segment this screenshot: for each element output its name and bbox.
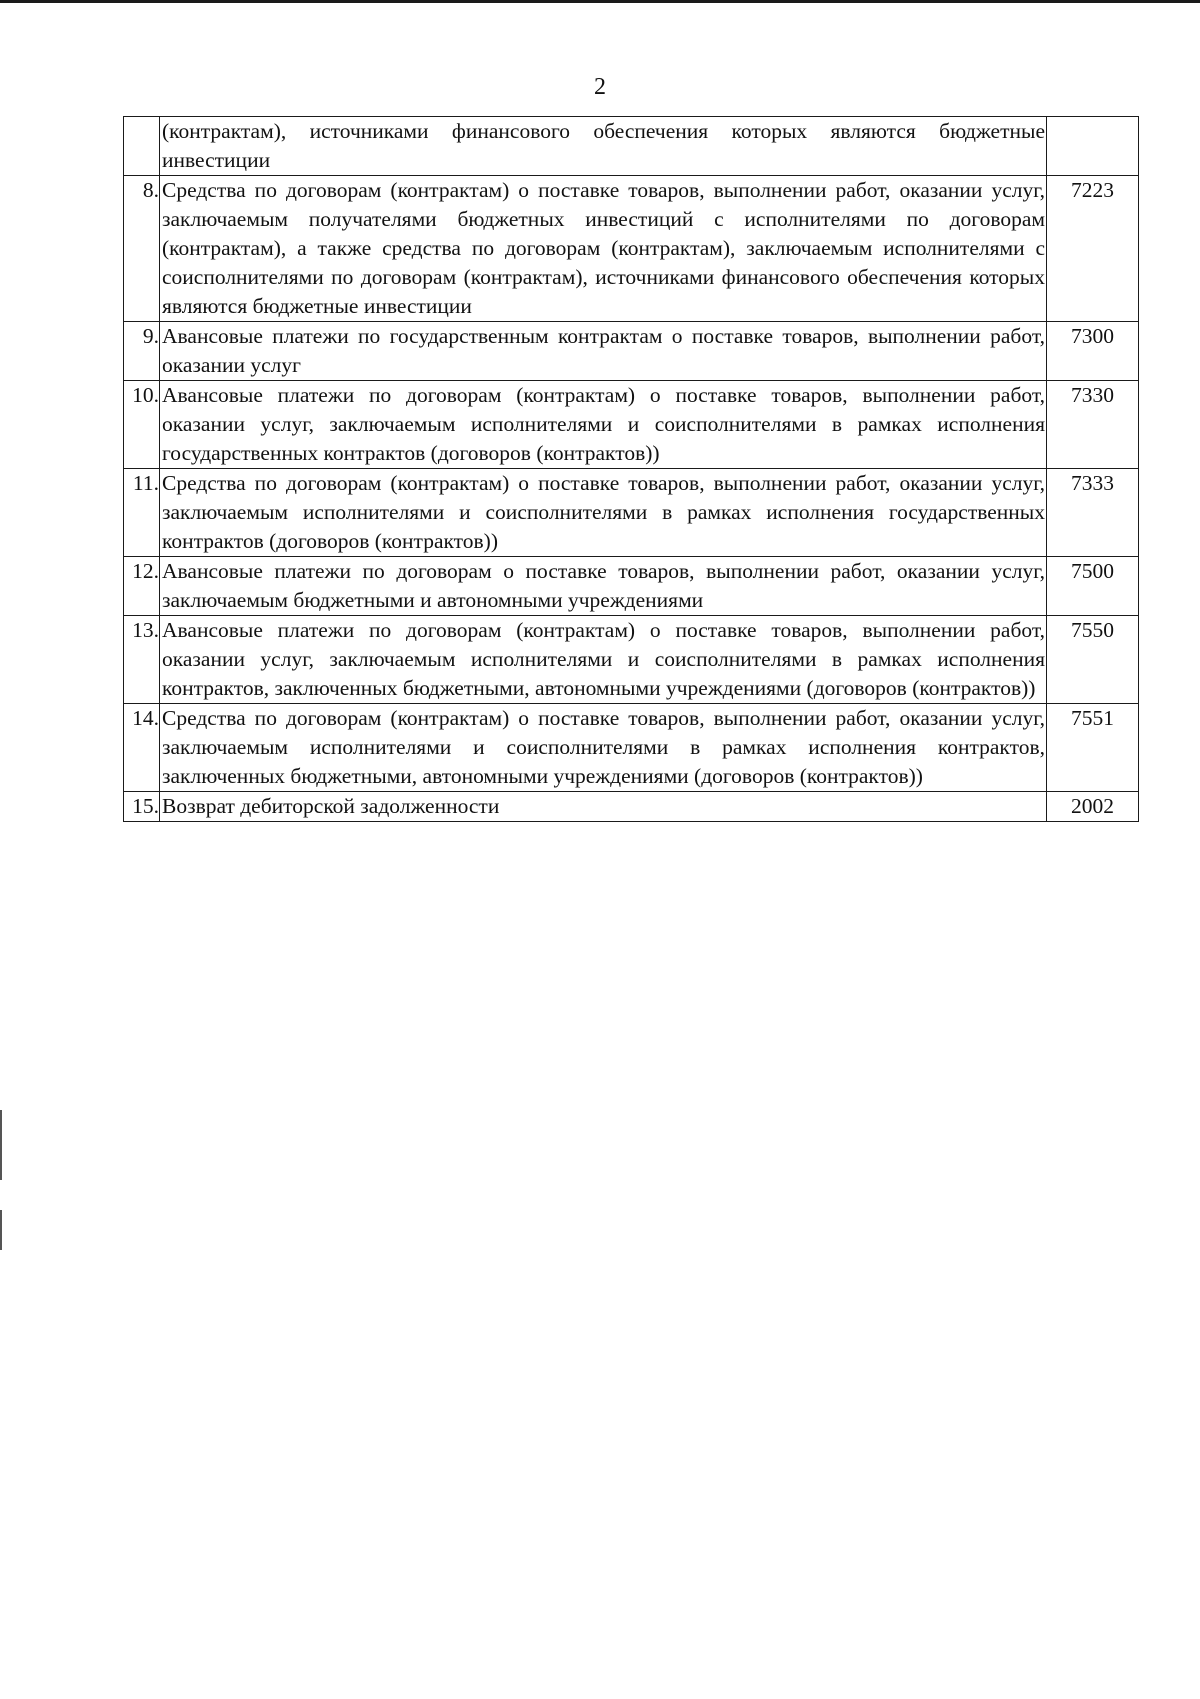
scan-edge-mark [0, 1110, 2, 1180]
row-number: 15. [124, 792, 160, 822]
row-code: 7300 [1047, 322, 1139, 381]
scan-top-edge [0, 0, 1200, 3]
row-description: (контрактам), источниками финансового обеспечения которых являются бюджетные инвестиции [160, 117, 1047, 176]
row-description: Средства по договорам (контрактам) о поставке товаров, выполнении работ, оказании услуг, заключаемым получателями бюджетных инвестиций с исполнителями по договорам (контрактам), а также средства по договорам (контрактам), заключаемым исполнителями с соисполнителями по договорам (контрактам), источниками финансового обеспечения которых являются бюджетные инвестиции [160, 176, 1047, 322]
table-row [124, 117, 1139, 176]
scan-edge-mark [0, 1210, 2, 1250]
row-number: 9. [124, 322, 160, 381]
row-code: 2002 [1047, 792, 1139, 822]
table-row [124, 322, 1139, 381]
row-number: 10. [124, 381, 160, 469]
row-number: 8. [124, 176, 160, 322]
row-code: 7550 [1047, 616, 1139, 704]
row-number: 13. [124, 616, 160, 704]
table-row [124, 176, 1139, 322]
row-number: 11. [124, 469, 160, 557]
row-code: 7551 [1047, 704, 1139, 792]
row-description: Авансовые платежи по договорам (контрактам) о поставке товаров, выполнении работ, оказании услуг, заключаемым исполнителями и соисполнителями в рамках исполнения государственных контрактов (договоров (контрактов)) [160, 381, 1047, 469]
row-code [1047, 117, 1139, 176]
table-row [124, 616, 1139, 704]
row-number [124, 117, 160, 176]
table-row [124, 381, 1139, 469]
row-code: 7500 [1047, 557, 1139, 616]
row-description: Авансовые платежи по договорам о поставке товаров, выполнении работ, оказании услуг, заключаемым бюджетными и автономными учреждениями [160, 557, 1047, 616]
table-row [124, 557, 1139, 616]
code-table [123, 116, 1139, 822]
table-row [124, 792, 1139, 822]
row-number: 12. [124, 557, 160, 616]
page-number: 2 [594, 74, 606, 100]
table-row [124, 704, 1139, 792]
table-row [124, 469, 1139, 557]
row-code: 7330 [1047, 381, 1139, 469]
row-code: 7333 [1047, 469, 1139, 557]
row-description: Средства по договорам (контрактам) о поставке товаров, выполнении работ, оказании услуг, заключаемым исполнителями и соисполнителями в рамках исполнения контрактов, заключенных бюджетными, автономными учреждениями (договоров (контрактов)) [160, 704, 1047, 792]
row-description: Возврат дебиторской задолженности [160, 792, 1047, 822]
row-number: 14. [124, 704, 160, 792]
row-description: Авансовые платежи по государственным контрактам о поставке товаров, выполнении работ, оказании услуг [160, 322, 1047, 381]
row-description: Авансовые платежи по договорам (контрактам) о поставке товаров, выполнении работ, оказании услуг, заключаемым исполнителями и соисполнителями в рамках исполнения контрактов, заключенных бюджетными, автономными учреждениями (договоров (контрактов)) [160, 616, 1047, 704]
row-description: Средства по договорам (контрактам) о поставке товаров, выполнении работ, оказании услуг, заключаемым исполнителями и соисполнителями в рамках исполнения государственных контрактов (договоров (контрактов)) [160, 469, 1047, 557]
row-code: 7223 [1047, 176, 1139, 322]
